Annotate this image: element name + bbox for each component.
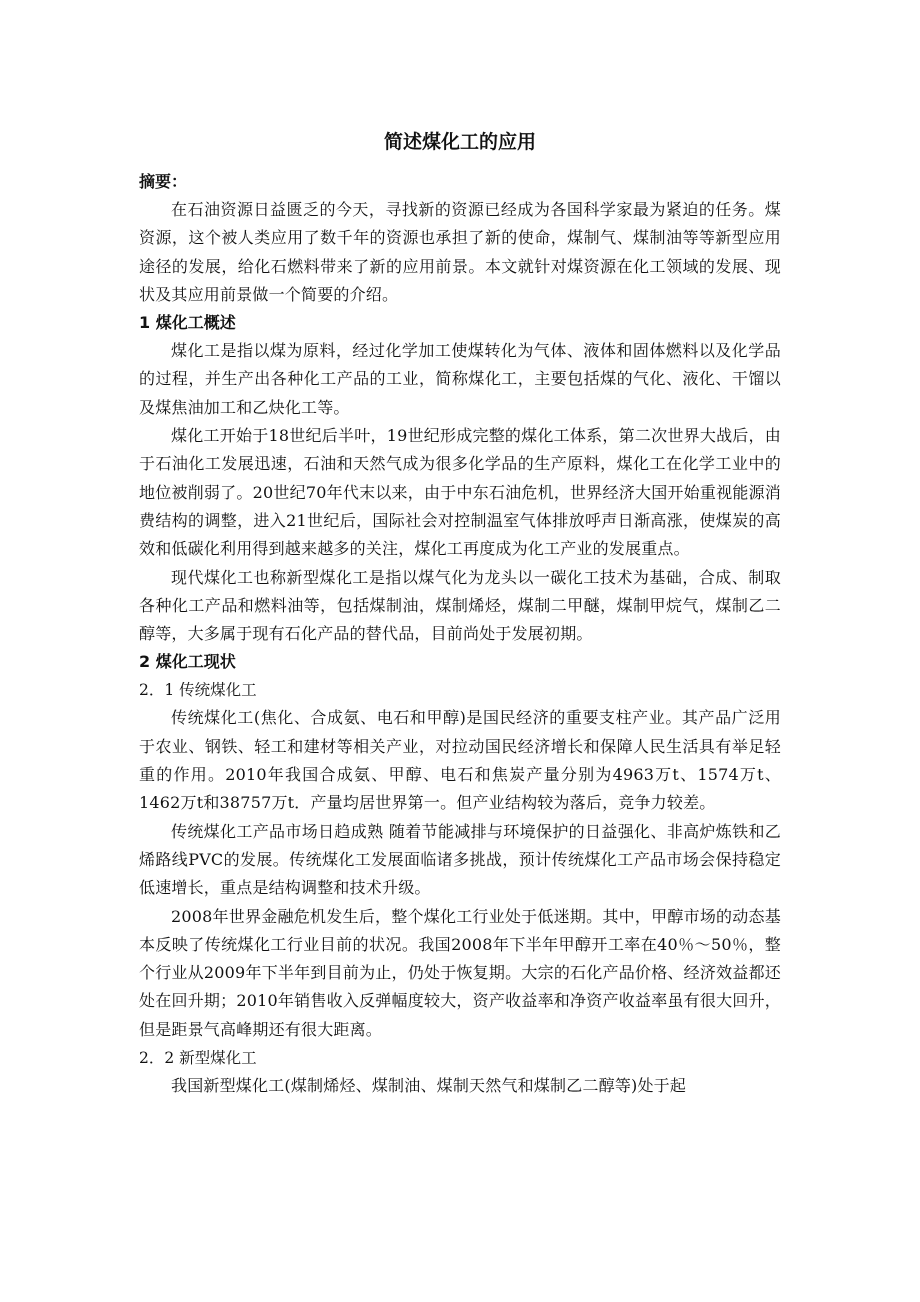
section-2-1-heading: 2．1 传统煤化工	[139, 681, 257, 700]
section-2-heading: 2 煤化工现状	[139, 652, 236, 672]
abstract-heading: 摘要：	[139, 172, 188, 191]
section-2-2-heading: 2．2 新型煤化工	[139, 1049, 257, 1068]
section-1-paragraph-3: 现代煤化工也称新型煤化工是指以煤气化为龙头以一碳化工技术为基础，合成、制取各种化工产品和燃料油等，包括煤制油，煤制烯烃，煤制二甲醚，煤制甲烷气，煤制乙二醇等，大多属于现有石化产品的替代品，目前尚处于发展初期。	[139, 567, 781, 644]
section-2-1-paragraph-1: 传统煤化工(焦化、合成氨、电石和甲醇)是国民经济的重要支柱产业。其产品广泛用于农业、钢铁、轻工和建材等相关产业，对拉动国民经济增长和保障人民生活具有举足轻重的作用。2010年我国合成氨、甲醇、电石和焦炭产量分别为4963万t、1574万t、1462万t和38757万t．产量均居世界第一。但产业结构较为落后，竞争力较差。	[139, 708, 781, 813]
section-2-1-paragraph-3: 2008年世界金融危机发生后，整个煤化工行业处于低迷期。其中，甲醇市场的动态基本反映了传统煤化工行业目前的状况。我国2008年下半年甲醇开工率在40％～50％，整个行业从2009年下半年到目前为止，仍处于恢复期。大宗的石化产品价格、经济效益都还处在回升期；2010年销售收入反弹幅度较大，资产收益率和净资产收益率虽有很大回升，但是距景气高峰期还有很大距离。	[139, 906, 781, 1039]
section-1-paragraph-2: 煤化工开始于18世纪后半叶，19世纪形成完整的煤化工体系，第二次世界大战后，由于石油化工发展迅速，石油和天然气成为很多化学品的生产原料，煤化工在化学工业中的地位被削弱了。20世纪70年代末以来，由于中东石油危机，世界经济大国开始重视能源消费结构的调整，进入21世纪后，国际社会对控制温室气体排放呼声日渐高涨，使煤炭的高效和低碳化利用得到越来越多的关注，煤化工再度成为化工产业的发展重点。	[139, 426, 781, 559]
document-title: 简述煤化工的应用	[383, 131, 536, 153]
document-body	[139, 128, 781, 1100]
section-2-1-paragraph-2: 传统煤化工产品市场日趋成熟 随着节能减排与环境保护的日益强化、非高炉炼铁和乙烯路线PVC的发展。传统煤化工发展面临诸多挑战，预计传统煤化工产品市场会保持稳定低速增长，重点是结构调整和技术升级。	[139, 821, 781, 898]
section-2-2-paragraph-1: 我国新型煤化工(煤制烯烃、煤制油、煤制天然气和煤制乙二醇等)处于起	[171, 1076, 687, 1096]
section-1-paragraph-1: 煤化工是指以煤为原料，经过化学加工使煤转化为气体、液体和固体燃料以及化学品的过程，并生产出各种化工产品的工业，简称煤化工，主要包括煤的气化、液化、干馏以及煤焦油加工和乙炔化工等。	[139, 341, 781, 417]
section-1-heading: 1 煤化工概述	[139, 313, 236, 333]
abstract-paragraph: 在石油资源日益匮乏的今天，寻找新的资源已经成为各国科学家最为紧迫的任务。煤资源，这个被人类应用了数千年的资源也承担了新的使命，煤制气、煤制油等等新型应用途径的发展，给化石燃料带来了新的应用前景。本文就针对煤资源在化工领域的发展、现状及其应用前景做一个简要的介绍。	[139, 200, 781, 304]
